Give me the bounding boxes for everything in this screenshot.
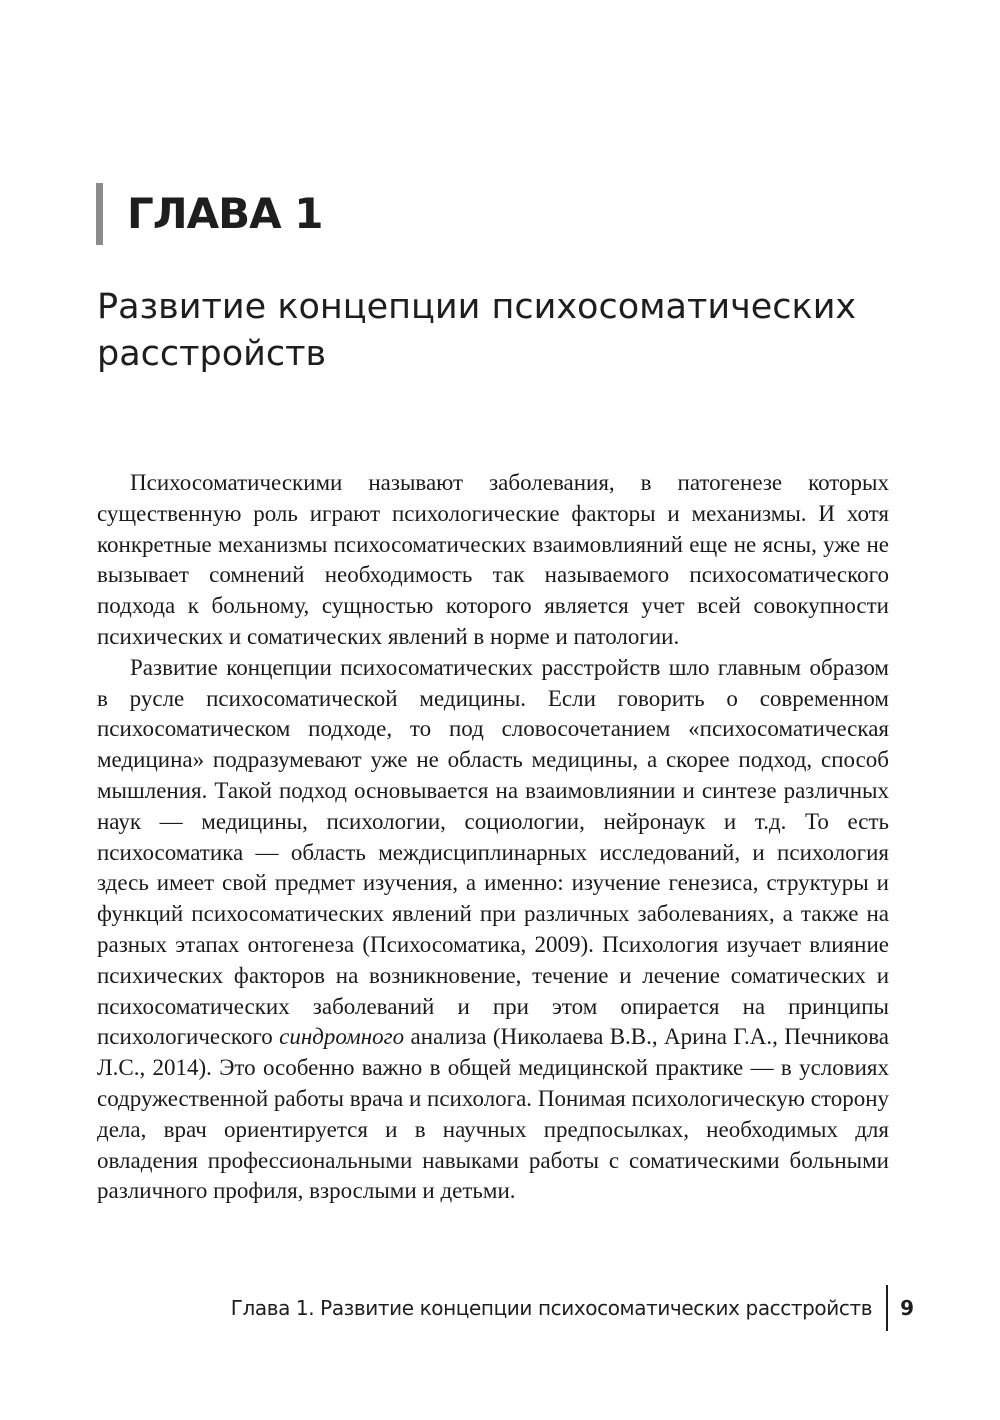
running-title: Глава 1. Развитие концепции психосоматических расстройств [230,1296,873,1320]
chapter-heading [96,183,323,245]
chapter-title: Развитие концепции психосоматических расстройств [97,287,857,374]
chapter-accent-bar [96,183,103,245]
paragraph-2 [97,653,889,1207]
paragraph-2-text-after: анализа (Николаева В.В., Арина Г.А., Печникова Л.С., 2014). Это особенно важно в общей медицинской практике — в условиях содружественной работы врача и психолога. Понимая психологическую сторону дела, врач ориентируется и в научных предпосылках, необходимых для овладения профессиональными навыками работы с соматическими больными различного профиля, взрослыми и детьми. [97,1024,889,1204]
paragraph-2-emphasis: синдромного [279,1024,405,1050]
paragraph-1: Психосоматическими называют заболевания, в патогенезе которых существенную роль играют психологические факторы и механизмы. И хотя конкретные механизмы психосоматических взаимовлияний еще не ясны, уже не вызывает сомнений необходимость так называемого психосоматического подхода к больному, сущностью которого является учет всей совокупности психических и соматических явлений в норме и патологии. [97,470,889,649]
body-text [97,468,889,1207]
page-number: 9 [900,1296,914,1320]
running-footer [0,1285,914,1331]
paragraph-2-text-before: Развитие концепции психосоматических расстройств шло главным образом в русле психосоматической медицины. Если говорить о современном психосоматическом подходе, то под словосочетанием «психосоматическая медицина» подразумевают уже не область медицины, а скорее подход, способ мышления. Такой подход основывается на взаимовлиянии и синтезе различных наук — медицины, психологии, социологии, нейронаук и т.д. То есть психосоматика — область междисциплинарных исследований, и психология здесь имеет свой предмет изучения, а именно: изучение генезиса, структуры и функций психосоматических явлений при различных заболеваниях, а также на разных этапах онтогенеза (Психосоматика, 2009). Психология изучает влияние психических факторов на возникновение, течение и лечение соматических и психосоматических заболеваний и при этом опирается на принципы психологического [97,654,889,1050]
chapter-label: ГЛАВА 1 [127,189,323,238]
